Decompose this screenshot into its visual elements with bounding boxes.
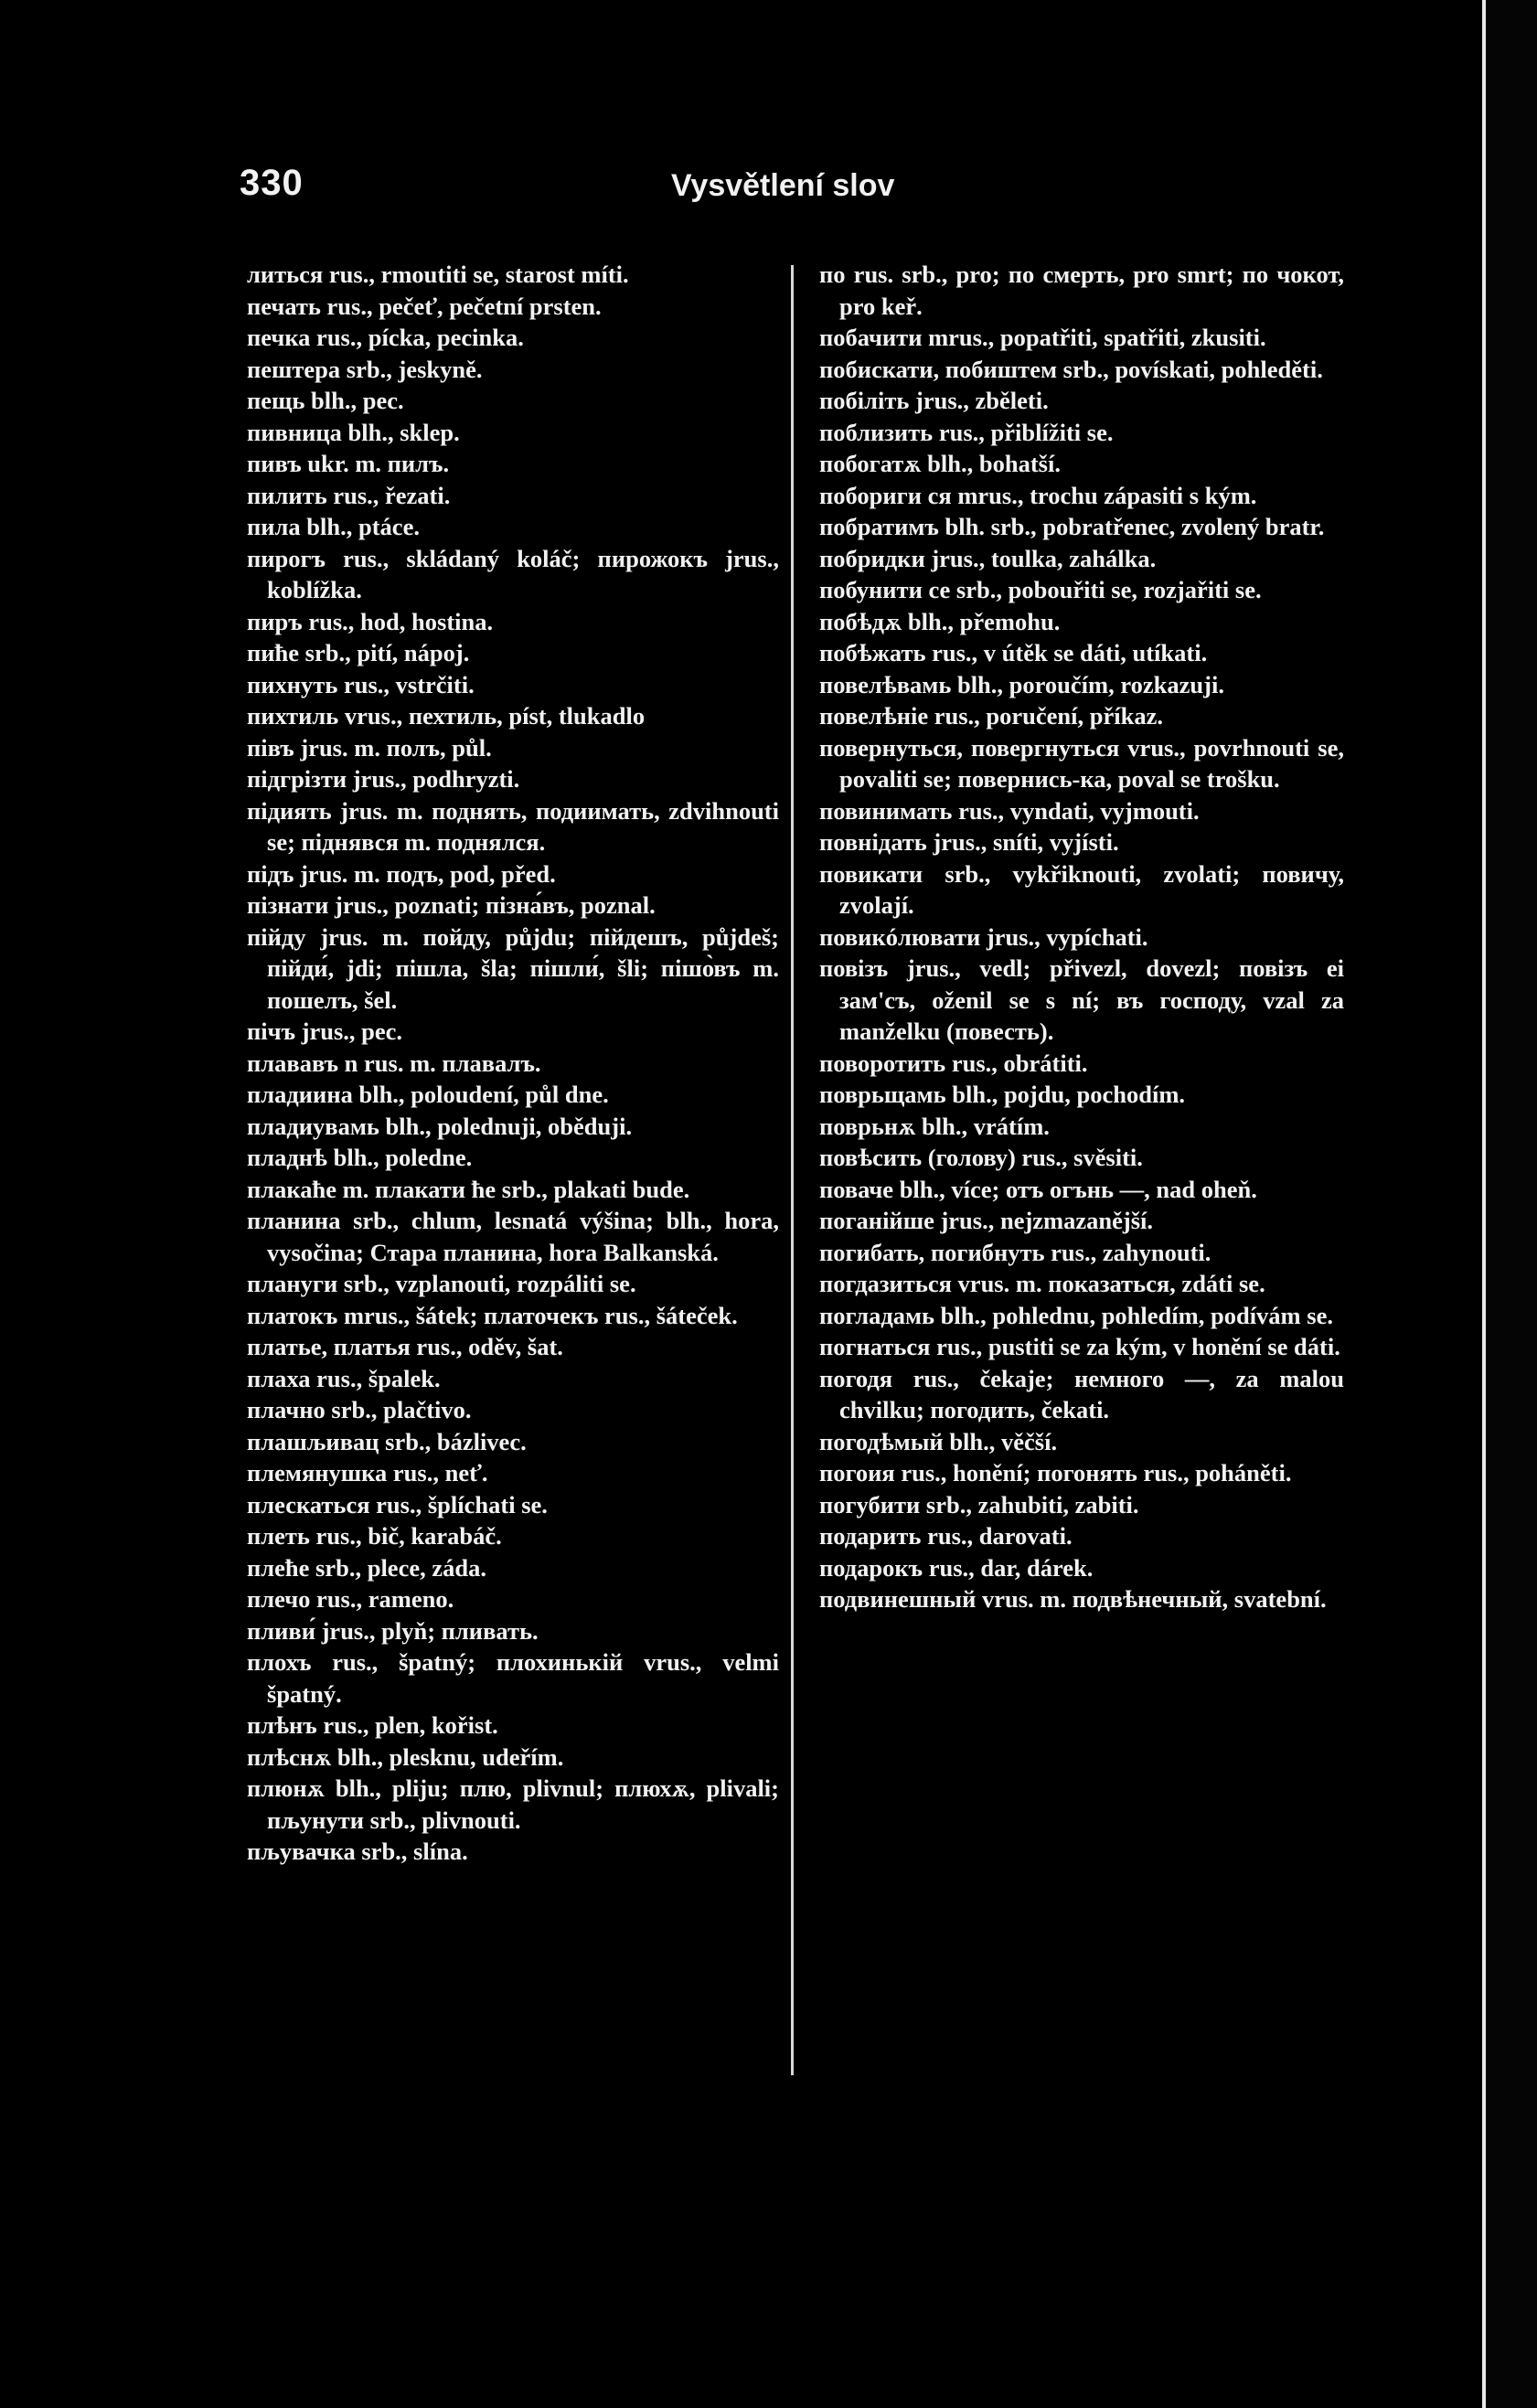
glossary-entry: пиће srb., pití, nápoj. xyxy=(247,639,470,666)
glossary-entry: плеће srb., plece, záda. xyxy=(247,1553,486,1582)
glossary-entry: плохъ rus., špatný; плохинькій vrus., velmi špatný. xyxy=(247,1648,779,1708)
glossary-entry: пивъ ukr. m. пилъ. xyxy=(247,450,450,477)
glossary-entry: повернуться, повергнуться vrus., povrhnouti se, povaliti se; повернись-ка, poval se trošku. xyxy=(819,733,1344,793)
glossary-entry: планина srb., chlum, lesnatá výšina; blh., hora, vysočina; Стара планина, hora Balkanská. xyxy=(247,1207,779,1266)
glossary-entry: по rus. srb., pro; по смерть, pro smrt; по чокот, pro keř. xyxy=(819,261,1344,320)
glossary-entry: погдазиться vrus. m. показаться, zdáti se. xyxy=(819,1270,1265,1297)
glossary-entry: побориги ся mrus., trochu zápasiti s kým. xyxy=(819,481,1257,509)
glossary-entry: побіліть jrus., zběleti. xyxy=(819,387,1049,414)
glossary-entry: погодя rus., čekaje; немного —, za malou chvilku; погодить, čekati. xyxy=(819,1364,1344,1423)
glossary-entry: пихтиль vrus., пехтиль, píst, tlukadlo xyxy=(247,702,646,730)
glossary-entry: пештера srb., jeskyně. xyxy=(247,355,483,383)
glossary-entry: побискати, побиштем srb., povískati, pohleděti. xyxy=(819,355,1323,383)
glossary-entry: пихнуть rus., vstrčiti. xyxy=(247,670,475,698)
column-divider xyxy=(791,265,794,2075)
glossary-entry: підиять jrus. m. поднять, подиимать, zdvihnouti se; піднявся m. поднялся. xyxy=(247,796,779,856)
glossary-entry: пивница blh., sklep. xyxy=(247,418,460,446)
glossary-entry: погодѣмый blh., věčší. xyxy=(819,1427,1058,1455)
glossary-entry: підгрізти jrus., podhryzti. xyxy=(247,765,520,793)
glossary-entry: пиръ rus., hod, hostina. xyxy=(247,607,494,635)
glossary-entry: повикати srb., vykřiknouti, zvolati; повичу, zvolají. xyxy=(819,859,1344,919)
glossary-entry: пладнѣ blh., poledne. xyxy=(247,1144,473,1171)
running-title: Vysvětlení slov xyxy=(671,168,895,203)
glossary-entry: пладиувамь blh., polednuji, oběduji. xyxy=(247,1112,633,1140)
glossary-entry: платье, платья rus., oděv, šat. xyxy=(247,1333,563,1360)
glossary-entry: пливи́ jrus., plyň; пливать. xyxy=(247,1616,539,1645)
glossary-entry: погоия rus., honění; погонять rus., poháněti. xyxy=(819,1459,1292,1486)
glossary-entry: поврьщамь blh., pojdu, pochodím. xyxy=(819,1081,1186,1108)
glossary-entry: поворотить rus., obrátiti. xyxy=(819,1049,1088,1077)
glossary-entry: пила blh., ptáce. xyxy=(247,513,420,540)
glossary-entry: пљувачка srb., slína. xyxy=(247,1838,468,1865)
glossary-entry: погладамь blh., pohlednu, pohledím, podívám se. xyxy=(819,1301,1333,1329)
glossary-entry: побратимъ blh. srb., pobratřenec, zvolený bratr. xyxy=(819,513,1325,540)
glossary-entry: поваче blh., více; отъ огънь —, nad oheň. xyxy=(819,1175,1257,1203)
glossary-entry: плескаться rus., šplíchati se. xyxy=(247,1490,548,1518)
page-edge-border xyxy=(1482,0,1537,2408)
glossary-entry: побогатѫ blh., bohatší. xyxy=(819,450,1061,477)
glossary-entry: пізнати jrus., poznati; пізна́въ, poznal. xyxy=(247,891,656,919)
glossary-entry: плѣснѫ blh., plesknu, udeřím. xyxy=(247,1742,564,1771)
glossary-entry: побѣдѫ blh., přemohu. xyxy=(819,607,1061,635)
glossary-entry: пічъ jrus., pec. xyxy=(247,1018,403,1045)
glossary-entry: плануги srb., vzplanouti, rozpáliti se. xyxy=(247,1270,636,1297)
glossary-entry: погибать, погибнуть rus., zahynouti. xyxy=(819,1238,1211,1266)
glossary-entry: плававъ n rus. m. плавалъ. xyxy=(247,1049,541,1077)
glossary-entry: повелѣвамь blh., poroučím, rozkazuji. xyxy=(819,670,1224,698)
glossary-entry: плечо rus., rameno. xyxy=(247,1585,454,1613)
glossary-entry: повикóлювати jrus., vypíchati. xyxy=(819,922,1148,951)
glossary-entry: плакаће m. плакати ће srb., plakati bude. xyxy=(247,1175,690,1203)
glossary-entry: пещь blh., pec. xyxy=(247,387,404,414)
glossary-entry: повнідать jrus., sníti, vyjísti. xyxy=(819,828,1119,856)
glossary-entry: плѣнъ rus., plen, kořist. xyxy=(247,1711,498,1739)
glossary-entry: плачно srb., plačtivo. xyxy=(247,1396,472,1423)
glossary-entry: побунити се srb., pobouřiti se, rozjařiti se. xyxy=(819,576,1262,603)
glossary-entry: литься rus., rmoutiti se, starost míti. xyxy=(247,261,629,288)
glossary-entry: пладиина blh., poloudení, půl dne. xyxy=(247,1081,609,1108)
glossary-column-left xyxy=(247,259,779,1868)
glossary-entry: підъ jrus. m. подъ, pod, před. xyxy=(247,859,556,888)
glossary-entry: півъ jrus. m. полъ, půl. xyxy=(247,733,492,762)
glossary-entry: плаха rus., špalek. xyxy=(247,1364,441,1392)
glossary-entry: побридки jrus., toulka, zahálka. xyxy=(819,544,1157,572)
glossary-entry: плеть rus., bič, karabáč. xyxy=(247,1522,502,1550)
glossary-entry: платокъ mrus., šátek; платочекъ rus., šáteček. xyxy=(247,1301,738,1329)
glossary-entry: поврьнѫ blh., vrátím. xyxy=(819,1112,1050,1140)
glossary-entry: поганійше jrus., nejzmazanější. xyxy=(819,1207,1154,1234)
glossary-entry: плюнѫ blh., pliju; плю, plivnul; плюхѫ, plivali; пљунути srb., plivnouti. xyxy=(247,1774,779,1834)
glossary-entry: пирогъ rus., skládaný koláč; пирожокъ jrus., koblížka. xyxy=(247,544,779,603)
glossary-entry: повѣсить (голову) rus., svěsiti. xyxy=(819,1144,1143,1171)
glossary-entry: повинимать rus., vyndati, vyjmouti. xyxy=(819,796,1200,825)
glossary-entry: пилить rus., řezati. xyxy=(247,481,451,509)
glossary-entry: побачити mrus., popatřiti, spatřiti, zkusiti. xyxy=(819,324,1266,351)
glossary-entry: подвинешный vrus. m. подвѣнечный, svatební. xyxy=(819,1585,1327,1613)
glossary-entry: поблизить rus., přiblížiti se. xyxy=(819,418,1114,446)
glossary-entry: печка rus., pícka, pecinka. xyxy=(247,324,524,351)
glossary-entry: повелѣніе rus., poručení, příkaz. xyxy=(819,702,1164,730)
glossary-entry: побѣжать rus., v útěk se dáti, utíkati. xyxy=(819,639,1208,666)
glossary-entry: печать rus., pečeť, pečetní prsten. xyxy=(247,292,602,320)
page-number: 330 xyxy=(240,163,304,203)
glossary-entry: погнаться rus., pustiti se za kým, v honění se dáti. xyxy=(819,1333,1340,1360)
glossary-entry: племянушка rus., neť. xyxy=(247,1459,488,1486)
glossary-entry: погубити srb., zahubiti, zabiti. xyxy=(819,1490,1139,1518)
glossary-entry: повізъ jrus., vedl; přivezl, dovezl; повізъ ei зам'съ, oženil se s ní; въ господу, vzal za manželku (повесть). xyxy=(819,954,1344,1045)
glossary-entry: подарить rus., darovati. xyxy=(819,1522,1073,1550)
glossary-entry: пійду jrus. m. пойду, půjdu; пійдешъ, půjdeš; пійди́, jdi; пішла, šla; пішли́, šli; пішо̀въ m. пошелъ, šel. xyxy=(247,922,779,1014)
glossary-column-right xyxy=(819,259,1344,1615)
page-header xyxy=(240,163,962,218)
glossary-entry: подарокъ rus., dar, dárek. xyxy=(819,1553,1094,1582)
glossary-entry: плашљивац srb., bázlivec. xyxy=(247,1427,527,1455)
